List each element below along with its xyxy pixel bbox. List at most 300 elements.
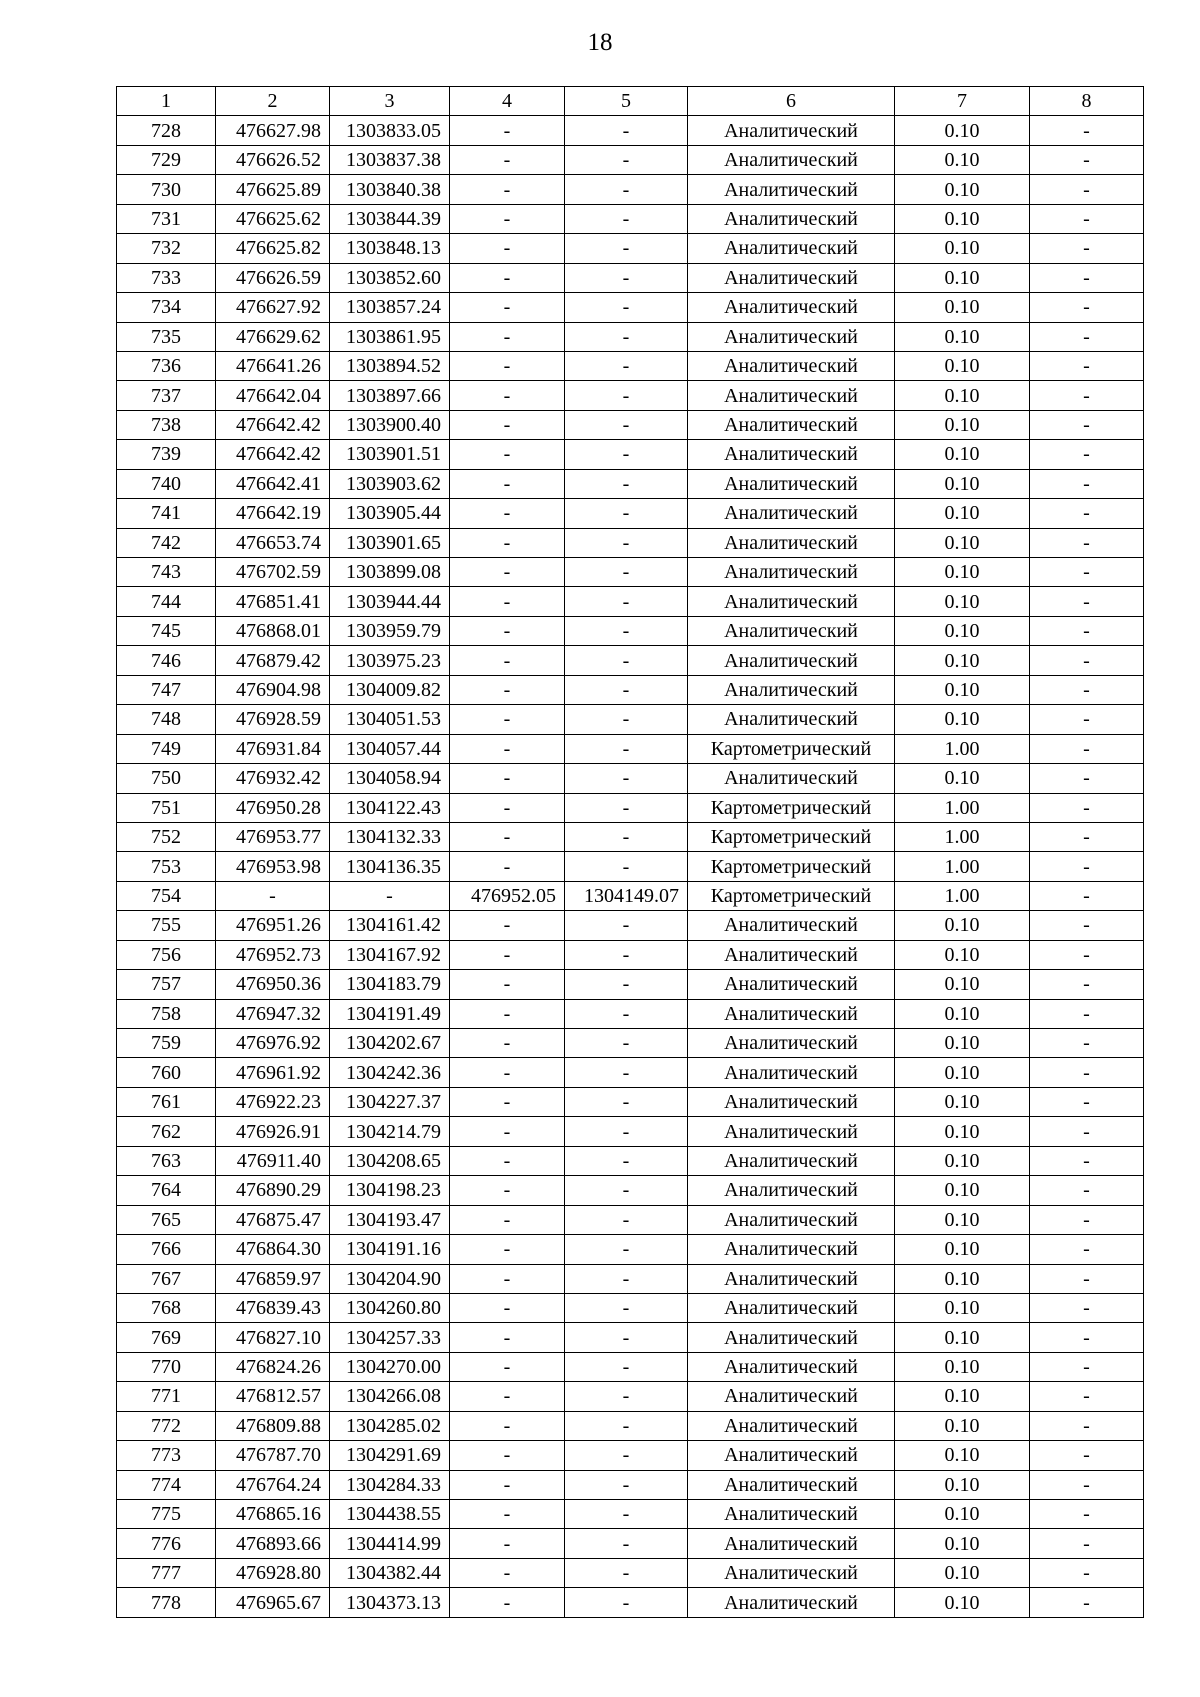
method-cell: Аналитический bbox=[688, 1146, 895, 1175]
y-coordinate-cell: 1303833.05 bbox=[330, 116, 450, 145]
accuracy-cell: 0.10 bbox=[895, 499, 1030, 528]
accuracy-cell: 0.10 bbox=[895, 145, 1030, 174]
x-coordinate-cell: 476642.42 bbox=[216, 410, 330, 439]
note-cell: - bbox=[1030, 616, 1144, 645]
y-coordinate-cell: 1304260.80 bbox=[330, 1293, 450, 1322]
y-coordinate-alt-cell: - bbox=[565, 440, 688, 469]
note-cell: - bbox=[1030, 1058, 1144, 1087]
y-coordinate-cell: 1303899.08 bbox=[330, 558, 450, 587]
note-cell: - bbox=[1030, 1323, 1144, 1352]
note-cell: - bbox=[1030, 440, 1144, 469]
accuracy-cell: 0.10 bbox=[895, 381, 1030, 410]
y-coordinate-alt-cell: - bbox=[565, 1176, 688, 1205]
point-number-cell: 773 bbox=[117, 1441, 216, 1470]
x-coordinate-alt-cell: - bbox=[450, 469, 565, 498]
accuracy-cell: 0.10 bbox=[895, 293, 1030, 322]
y-coordinate-alt-cell: - bbox=[565, 322, 688, 351]
x-coordinate-alt-cell: - bbox=[450, 1235, 565, 1264]
accuracy-cell: 0.10 bbox=[895, 1205, 1030, 1234]
method-cell: Аналитический bbox=[688, 675, 895, 704]
x-coordinate-cell: 476904.98 bbox=[216, 675, 330, 704]
x-coordinate-alt-cell: 476952.05 bbox=[450, 881, 565, 910]
note-cell: - bbox=[1030, 1176, 1144, 1205]
point-number-cell: 729 bbox=[117, 145, 216, 174]
note-cell: - bbox=[1030, 410, 1144, 439]
accuracy-cell: 0.10 bbox=[895, 646, 1030, 675]
method-cell: Аналитический bbox=[688, 1500, 895, 1529]
x-coordinate-alt-cell: - bbox=[450, 764, 565, 793]
x-coordinate-cell: 476642.19 bbox=[216, 499, 330, 528]
x-coordinate-cell: 476961.92 bbox=[216, 1058, 330, 1087]
y-coordinate-cell: 1304270.00 bbox=[330, 1352, 450, 1381]
point-number-cell: 753 bbox=[117, 852, 216, 881]
y-coordinate-cell: 1304051.53 bbox=[330, 705, 450, 734]
x-coordinate-cell: 476865.16 bbox=[216, 1500, 330, 1529]
table-row bbox=[117, 1176, 1144, 1205]
point-number-cell: 731 bbox=[117, 204, 216, 233]
accuracy-cell: 0.10 bbox=[895, 1293, 1030, 1322]
x-coordinate-alt-cell: - bbox=[450, 852, 565, 881]
table-row bbox=[117, 1205, 1144, 1234]
x-coordinate-alt-cell: - bbox=[450, 1352, 565, 1381]
point-number-cell: 765 bbox=[117, 1205, 216, 1234]
y-coordinate-alt-cell: - bbox=[565, 734, 688, 763]
y-coordinate-alt-cell: - bbox=[565, 1293, 688, 1322]
note-cell: - bbox=[1030, 322, 1144, 351]
method-cell: Аналитический bbox=[688, 293, 895, 322]
x-coordinate-cell: 476625.82 bbox=[216, 234, 330, 263]
x-coordinate-alt-cell: - bbox=[450, 1323, 565, 1352]
note-cell: - bbox=[1030, 204, 1144, 233]
x-coordinate-alt-cell: - bbox=[450, 293, 565, 322]
y-coordinate-alt-cell: - bbox=[565, 1500, 688, 1529]
point-number-cell: 758 bbox=[117, 999, 216, 1028]
accuracy-cell: 0.10 bbox=[895, 1588, 1030, 1617]
x-coordinate-alt-cell: - bbox=[450, 1500, 565, 1529]
y-coordinate-alt-cell: - bbox=[565, 1382, 688, 1411]
y-coordinate-cell: 1304438.55 bbox=[330, 1500, 450, 1529]
y-coordinate-cell: 1303897.66 bbox=[330, 381, 450, 410]
x-coordinate-alt-cell: - bbox=[450, 1411, 565, 1440]
point-number-cell: 762 bbox=[117, 1117, 216, 1146]
point-number-cell: 736 bbox=[117, 351, 216, 380]
method-cell: Аналитический bbox=[688, 1382, 895, 1411]
y-coordinate-cell: 1303837.38 bbox=[330, 145, 450, 174]
x-coordinate-cell: 476976.92 bbox=[216, 1029, 330, 1058]
point-number-cell: 748 bbox=[117, 705, 216, 734]
y-coordinate-cell: 1304214.79 bbox=[330, 1117, 450, 1146]
y-coordinate-cell: 1303944.44 bbox=[330, 587, 450, 616]
x-coordinate-alt-cell: - bbox=[450, 1146, 565, 1175]
y-coordinate-alt-cell: - bbox=[565, 175, 688, 204]
note-cell: - bbox=[1030, 175, 1144, 204]
table-row bbox=[117, 528, 1144, 557]
point-number-cell: 763 bbox=[117, 1146, 216, 1175]
method-cell: Аналитический bbox=[688, 1441, 895, 1470]
x-coordinate-alt-cell: - bbox=[450, 204, 565, 233]
accuracy-cell: 0.10 bbox=[895, 116, 1030, 145]
y-coordinate-alt-cell: - bbox=[565, 1235, 688, 1264]
y-coordinate-cell: 1304193.47 bbox=[330, 1205, 450, 1234]
x-coordinate-cell: 476911.40 bbox=[216, 1146, 330, 1175]
y-coordinate-alt-cell: - bbox=[565, 234, 688, 263]
table-row bbox=[117, 263, 1144, 292]
y-coordinate-alt-cell: - bbox=[565, 1441, 688, 1470]
accuracy-cell: 0.10 bbox=[895, 410, 1030, 439]
y-coordinate-cell: 1304291.69 bbox=[330, 1441, 450, 1470]
x-coordinate-cell: 476965.67 bbox=[216, 1588, 330, 1617]
note-cell: - bbox=[1030, 1441, 1144, 1470]
y-coordinate-cell: 1303844.39 bbox=[330, 204, 450, 233]
y-coordinate-alt-cell: - bbox=[565, 940, 688, 969]
point-number-cell: 749 bbox=[117, 734, 216, 763]
x-coordinate-cell: 476864.30 bbox=[216, 1235, 330, 1264]
y-coordinate-alt-cell: - bbox=[565, 852, 688, 881]
header-cell-4: 4 bbox=[450, 87, 565, 116]
accuracy-cell: 1.00 bbox=[895, 852, 1030, 881]
note-cell: - bbox=[1030, 587, 1144, 616]
x-coordinate-alt-cell: - bbox=[450, 999, 565, 1028]
note-cell: - bbox=[1030, 646, 1144, 675]
point-number-cell: 737 bbox=[117, 381, 216, 410]
y-coordinate-alt-cell: - bbox=[565, 293, 688, 322]
x-coordinate-alt-cell: - bbox=[450, 145, 565, 174]
y-coordinate-cell: 1303861.95 bbox=[330, 322, 450, 351]
point-number-cell: 747 bbox=[117, 675, 216, 704]
method-cell: Аналитический bbox=[688, 440, 895, 469]
method-cell: Картометрический bbox=[688, 881, 895, 910]
y-coordinate-cell: 1303852.60 bbox=[330, 263, 450, 292]
point-number-cell: 772 bbox=[117, 1411, 216, 1440]
table-row bbox=[117, 822, 1144, 851]
y-coordinate-alt-cell: - bbox=[565, 1323, 688, 1352]
accuracy-cell: 0.10 bbox=[895, 1558, 1030, 1587]
x-coordinate-alt-cell: - bbox=[450, 1441, 565, 1470]
table-row bbox=[117, 322, 1144, 351]
y-coordinate-cell: 1304183.79 bbox=[330, 970, 450, 999]
y-coordinate-alt-cell: - bbox=[565, 204, 688, 233]
note-cell: - bbox=[1030, 705, 1144, 734]
y-coordinate-cell: 1304382.44 bbox=[330, 1558, 450, 1587]
point-number-cell: 754 bbox=[117, 881, 216, 910]
method-cell: Аналитический bbox=[688, 410, 895, 439]
point-number-cell: 760 bbox=[117, 1058, 216, 1087]
x-coordinate-cell: 476950.36 bbox=[216, 970, 330, 999]
note-cell: - bbox=[1030, 764, 1144, 793]
accuracy-cell: 0.10 bbox=[895, 322, 1030, 351]
note-cell: - bbox=[1030, 1500, 1144, 1529]
note-cell: - bbox=[1030, 116, 1144, 145]
note-cell: - bbox=[1030, 999, 1144, 1028]
y-coordinate-alt-cell: - bbox=[565, 675, 688, 704]
method-cell: Аналитический bbox=[688, 1558, 895, 1587]
note-cell: - bbox=[1030, 675, 1144, 704]
method-cell: Аналитический bbox=[688, 616, 895, 645]
accuracy-cell: 0.10 bbox=[895, 558, 1030, 587]
point-number-cell: 728 bbox=[117, 116, 216, 145]
note-cell: - bbox=[1030, 852, 1144, 881]
method-cell: Аналитический bbox=[688, 911, 895, 940]
note-cell: - bbox=[1030, 970, 1144, 999]
point-number-cell: 733 bbox=[117, 263, 216, 292]
x-coordinate-alt-cell: - bbox=[450, 410, 565, 439]
method-cell: Аналитический bbox=[688, 1470, 895, 1499]
note-cell: - bbox=[1030, 1235, 1144, 1264]
table-row bbox=[117, 911, 1144, 940]
accuracy-cell: 1.00 bbox=[895, 881, 1030, 910]
point-number-cell: 766 bbox=[117, 1235, 216, 1264]
y-coordinate-cell: 1304122.43 bbox=[330, 793, 450, 822]
table-row bbox=[117, 734, 1144, 763]
table-row bbox=[117, 1382, 1144, 1411]
note-cell: - bbox=[1030, 1382, 1144, 1411]
table-row bbox=[117, 1588, 1144, 1617]
y-coordinate-alt-cell: - bbox=[565, 764, 688, 793]
note-cell: - bbox=[1030, 734, 1144, 763]
method-cell: Аналитический bbox=[688, 1264, 895, 1293]
point-number-cell: 767 bbox=[117, 1264, 216, 1293]
point-number-cell: 764 bbox=[117, 1176, 216, 1205]
method-cell: Аналитический bbox=[688, 970, 895, 999]
x-coordinate-cell: 476702.59 bbox=[216, 558, 330, 587]
x-coordinate-cell: 476953.77 bbox=[216, 822, 330, 851]
x-coordinate-alt-cell: - bbox=[450, 675, 565, 704]
table-row bbox=[117, 116, 1144, 145]
y-coordinate-alt-cell: - bbox=[565, 1146, 688, 1175]
y-coordinate-cell: 1304057.44 bbox=[330, 734, 450, 763]
table-row bbox=[117, 793, 1144, 822]
x-coordinate-cell: 476922.23 bbox=[216, 1087, 330, 1116]
method-cell: Аналитический bbox=[688, 1352, 895, 1381]
table-row bbox=[117, 1470, 1144, 1499]
table-row bbox=[117, 764, 1144, 793]
accuracy-cell: 0.10 bbox=[895, 1470, 1030, 1499]
table-row bbox=[117, 675, 1144, 704]
method-cell: Аналитический bbox=[688, 558, 895, 587]
y-coordinate-alt-cell: - bbox=[565, 911, 688, 940]
note-cell: - bbox=[1030, 1205, 1144, 1234]
method-cell: Аналитический bbox=[688, 528, 895, 557]
accuracy-cell: 0.10 bbox=[895, 1058, 1030, 1087]
method-cell: Аналитический bbox=[688, 381, 895, 410]
y-coordinate-cell: 1303848.13 bbox=[330, 234, 450, 263]
x-coordinate-cell: 476627.98 bbox=[216, 116, 330, 145]
x-coordinate-cell: 476931.84 bbox=[216, 734, 330, 763]
x-coordinate-cell: 476928.59 bbox=[216, 705, 330, 734]
x-coordinate-cell: - bbox=[216, 881, 330, 910]
table-row bbox=[117, 440, 1144, 469]
y-coordinate-cell: 1304414.99 bbox=[330, 1529, 450, 1558]
x-coordinate-cell: 476839.43 bbox=[216, 1293, 330, 1322]
accuracy-cell: 0.10 bbox=[895, 1087, 1030, 1116]
note-cell: - bbox=[1030, 1264, 1144, 1293]
point-number-cell: 759 bbox=[117, 1029, 216, 1058]
accuracy-cell: 0.10 bbox=[895, 1323, 1030, 1352]
table-row bbox=[117, 1411, 1144, 1440]
accuracy-cell: 0.10 bbox=[895, 764, 1030, 793]
x-coordinate-alt-cell: - bbox=[450, 116, 565, 145]
y-coordinate-alt-cell: - bbox=[565, 1087, 688, 1116]
method-cell: Картометрический bbox=[688, 793, 895, 822]
method-cell: Аналитический bbox=[688, 499, 895, 528]
note-cell: - bbox=[1030, 351, 1144, 380]
x-coordinate-cell: 476812.57 bbox=[216, 1382, 330, 1411]
x-coordinate-alt-cell: - bbox=[450, 822, 565, 851]
x-coordinate-alt-cell: - bbox=[450, 1470, 565, 1499]
y-coordinate-cell: 1303900.40 bbox=[330, 410, 450, 439]
y-coordinate-alt-cell: - bbox=[565, 793, 688, 822]
accuracy-cell: 0.10 bbox=[895, 616, 1030, 645]
y-coordinate-alt-cell: - bbox=[565, 1264, 688, 1293]
x-coordinate-cell: 476764.24 bbox=[216, 1470, 330, 1499]
y-coordinate-cell: 1304266.08 bbox=[330, 1382, 450, 1411]
x-coordinate-cell: 476952.73 bbox=[216, 940, 330, 969]
x-coordinate-alt-cell: - bbox=[450, 646, 565, 675]
y-coordinate-cell: 1303840.38 bbox=[330, 175, 450, 204]
point-number-cell: 744 bbox=[117, 587, 216, 616]
header-cell-8: 8 bbox=[1030, 87, 1144, 116]
y-coordinate-cell: 1303894.52 bbox=[330, 351, 450, 380]
y-coordinate-cell: 1304257.33 bbox=[330, 1323, 450, 1352]
accuracy-cell: 0.10 bbox=[895, 705, 1030, 734]
table-row bbox=[117, 1441, 1144, 1470]
y-coordinate-alt-cell: - bbox=[565, 999, 688, 1028]
note-cell: - bbox=[1030, 1529, 1144, 1558]
x-coordinate-alt-cell: - bbox=[450, 1382, 565, 1411]
accuracy-cell: 0.10 bbox=[895, 1382, 1030, 1411]
accuracy-cell: 0.10 bbox=[895, 587, 1030, 616]
point-number-cell: 730 bbox=[117, 175, 216, 204]
y-coordinate-cell: 1303901.51 bbox=[330, 440, 450, 469]
table-row bbox=[117, 204, 1144, 233]
x-coordinate-alt-cell: - bbox=[450, 1558, 565, 1587]
x-coordinate-cell: 476642.41 bbox=[216, 469, 330, 498]
point-number-cell: 770 bbox=[117, 1352, 216, 1381]
x-coordinate-cell: 476950.28 bbox=[216, 793, 330, 822]
method-cell: Аналитический bbox=[688, 999, 895, 1028]
accuracy-cell: 0.10 bbox=[895, 234, 1030, 263]
method-cell: Аналитический bbox=[688, 263, 895, 292]
y-coordinate-alt-cell: - bbox=[565, 263, 688, 292]
x-coordinate-alt-cell: - bbox=[450, 734, 565, 763]
table-row bbox=[117, 1029, 1144, 1058]
accuracy-cell: 0.10 bbox=[895, 940, 1030, 969]
method-cell: Аналитический bbox=[688, 764, 895, 793]
header-row bbox=[117, 87, 1144, 116]
x-coordinate-cell: 476653.74 bbox=[216, 528, 330, 557]
x-coordinate-alt-cell: - bbox=[450, 381, 565, 410]
method-cell: Картометрический bbox=[688, 852, 895, 881]
x-coordinate-cell: 476947.32 bbox=[216, 999, 330, 1028]
y-coordinate-alt-cell: - bbox=[565, 1058, 688, 1087]
method-cell: Аналитический bbox=[688, 469, 895, 498]
x-coordinate-alt-cell: - bbox=[450, 175, 565, 204]
x-coordinate-alt-cell: - bbox=[450, 1176, 565, 1205]
note-cell: - bbox=[1030, 940, 1144, 969]
x-coordinate-cell: 476951.26 bbox=[216, 911, 330, 940]
point-number-cell: 768 bbox=[117, 1293, 216, 1322]
point-number-cell: 739 bbox=[117, 440, 216, 469]
y-coordinate-alt-cell: - bbox=[565, 145, 688, 174]
table-row bbox=[117, 351, 1144, 380]
x-coordinate-alt-cell: - bbox=[450, 1293, 565, 1322]
point-number-cell: 776 bbox=[117, 1529, 216, 1558]
table-row bbox=[117, 646, 1144, 675]
method-cell: Аналитический bbox=[688, 940, 895, 969]
accuracy-cell: 0.10 bbox=[895, 351, 1030, 380]
x-coordinate-cell: 476890.29 bbox=[216, 1176, 330, 1205]
x-coordinate-cell: 476642.42 bbox=[216, 440, 330, 469]
x-coordinate-cell: 476953.98 bbox=[216, 852, 330, 881]
y-coordinate-cell: 1303975.23 bbox=[330, 646, 450, 675]
y-coordinate-alt-cell: - bbox=[565, 1029, 688, 1058]
method-cell: Аналитический bbox=[688, 1588, 895, 1617]
method-cell: Аналитический bbox=[688, 116, 895, 145]
x-coordinate-cell: 476642.04 bbox=[216, 381, 330, 410]
y-coordinate-alt-cell: - bbox=[565, 528, 688, 557]
x-coordinate-alt-cell: - bbox=[450, 911, 565, 940]
note-cell: - bbox=[1030, 881, 1144, 910]
x-coordinate-cell: 476626.52 bbox=[216, 145, 330, 174]
x-coordinate-alt-cell: - bbox=[450, 1264, 565, 1293]
accuracy-cell: 0.10 bbox=[895, 469, 1030, 498]
y-coordinate-alt-cell: 1304149.07 bbox=[565, 881, 688, 910]
y-coordinate-cell: 1304202.67 bbox=[330, 1029, 450, 1058]
accuracy-cell: 0.10 bbox=[895, 675, 1030, 704]
accuracy-cell: 0.10 bbox=[895, 1146, 1030, 1175]
x-coordinate-cell: 476626.59 bbox=[216, 263, 330, 292]
y-coordinate-alt-cell: - bbox=[565, 469, 688, 498]
accuracy-cell: 0.10 bbox=[895, 440, 1030, 469]
y-coordinate-cell: 1304191.16 bbox=[330, 1235, 450, 1264]
method-cell: Аналитический bbox=[688, 1411, 895, 1440]
point-number-cell: 757 bbox=[117, 970, 216, 999]
point-number-cell: 775 bbox=[117, 1500, 216, 1529]
method-cell: Аналитический bbox=[688, 1029, 895, 1058]
x-coordinate-alt-cell: - bbox=[450, 440, 565, 469]
method-cell: Аналитический bbox=[688, 1176, 895, 1205]
note-cell: - bbox=[1030, 1411, 1144, 1440]
point-number-cell: 771 bbox=[117, 1382, 216, 1411]
point-number-cell: 774 bbox=[117, 1470, 216, 1499]
y-coordinate-cell: 1304284.33 bbox=[330, 1470, 450, 1499]
y-coordinate-alt-cell: - bbox=[565, 1411, 688, 1440]
y-coordinate-cell: 1304136.35 bbox=[330, 852, 450, 881]
method-cell: Аналитический bbox=[688, 1205, 895, 1234]
note-cell: - bbox=[1030, 911, 1144, 940]
point-number-cell: 738 bbox=[117, 410, 216, 439]
x-coordinate-alt-cell: - bbox=[450, 1588, 565, 1617]
table-row bbox=[117, 1323, 1144, 1352]
y-coordinate-cell: 1304285.02 bbox=[330, 1411, 450, 1440]
table-row bbox=[117, 940, 1144, 969]
table-row bbox=[117, 1117, 1144, 1146]
accuracy-cell: 1.00 bbox=[895, 793, 1030, 822]
y-coordinate-alt-cell: - bbox=[565, 381, 688, 410]
x-coordinate-alt-cell: - bbox=[450, 1529, 565, 1558]
method-cell: Аналитический bbox=[688, 1235, 895, 1264]
y-coordinate-cell: 1304132.33 bbox=[330, 822, 450, 851]
point-number-cell: 741 bbox=[117, 499, 216, 528]
table-row bbox=[117, 1500, 1144, 1529]
note-cell: - bbox=[1030, 381, 1144, 410]
note-cell: - bbox=[1030, 558, 1144, 587]
table-row bbox=[117, 1235, 1144, 1264]
x-coordinate-alt-cell: - bbox=[450, 1117, 565, 1146]
point-number-cell: 746 bbox=[117, 646, 216, 675]
point-number-cell: 751 bbox=[117, 793, 216, 822]
accuracy-cell: 0.10 bbox=[895, 263, 1030, 292]
